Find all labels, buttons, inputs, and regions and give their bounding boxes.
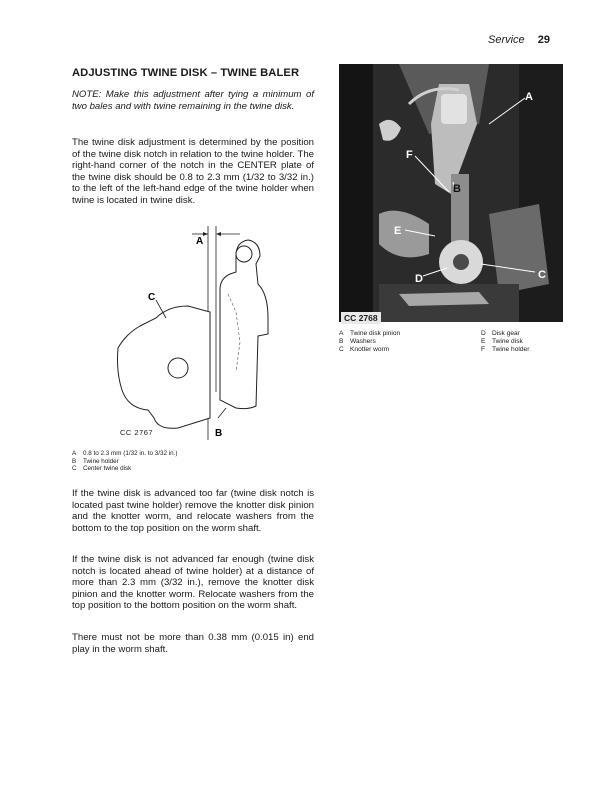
photo-callout-c: C bbox=[538, 269, 546, 281]
paragraph-advanced-too-far: If the twine disk is advanced too far (twine disk notch is located past twine holder) remove the knotter disk pinion and the knotter worm, and relocate washers from the bottom to the top position on the worm shaft. bbox=[72, 488, 314, 534]
photo-callout-a: A bbox=[525, 91, 533, 103]
callout-c: C bbox=[148, 292, 156, 303]
figure1-legend bbox=[72, 450, 178, 473]
callout-b: B bbox=[215, 428, 223, 439]
callout-a: A bbox=[196, 236, 204, 247]
twine-disk-diagram bbox=[108, 222, 288, 444]
section-name: Service bbox=[488, 34, 525, 46]
photo-callout-e: E bbox=[394, 225, 402, 237]
paragraph-end-play: There must not be more than 0.38 mm (0.015 in) end play in the worm shaft. bbox=[72, 632, 314, 655]
legend-item-c: C Knotter worm bbox=[339, 346, 390, 353]
photo-callout-d: D bbox=[415, 273, 423, 285]
figure2-legend-left bbox=[339, 330, 400, 354]
legend-item-d: D Disk gear bbox=[481, 330, 520, 337]
legend-item-b: B Twine holder bbox=[72, 457, 119, 465]
knotter-photo bbox=[339, 64, 563, 322]
legend-item-b: B Washers bbox=[339, 338, 376, 345]
figure2-code: CC 2768 bbox=[341, 312, 381, 324]
figure2-legend-right bbox=[481, 330, 529, 354]
legend-item-f: F Twine holder bbox=[481, 346, 530, 353]
legend-item-a: A Twine disk pinion bbox=[339, 330, 401, 337]
paragraph-adjustment: The twine disk adjustment is determined by the position of the twine disk notch in relation to the twine holder. The right-hand corner of the notch in the CENTER plate of the twine disk should be 0.8 to 2.3 mm (1/32 to 3/32 in.) to the left of the left-hand edge of the twine holder when twine is located in twine disk. bbox=[72, 137, 314, 206]
legend-item-a: A 0.8 to 2.3 mm (1/32 in. to 3/32 in.) bbox=[72, 450, 178, 457]
page-title: ADJUSTING TWINE DISK – TWINE BALER bbox=[72, 67, 300, 79]
legend-item-e: E Twine disk bbox=[481, 338, 523, 345]
legend-item-c: C Center twine disk bbox=[72, 465, 132, 473]
note-text: NOTE: Make this adjustment after tying a minimum of two bales and with twine remaining in the twine disk. bbox=[72, 89, 314, 112]
page-header bbox=[488, 34, 550, 46]
figure1-code: CC 2767 bbox=[120, 428, 154, 437]
photo-callout-f: F bbox=[406, 149, 413, 161]
photo-callout-b: B bbox=[453, 183, 461, 195]
page-number: 29 bbox=[537, 34, 550, 46]
paragraph-not-advanced: If the twine disk is not advanced far enough (twine disk notch is located ahead of twine holder) at a distance of more than 2.3 mm (3/32 in.), remove the knotter disk pinion and the knotter worm. Relocate washers from the top position to the bottom position on the worm shaft. bbox=[72, 554, 314, 612]
